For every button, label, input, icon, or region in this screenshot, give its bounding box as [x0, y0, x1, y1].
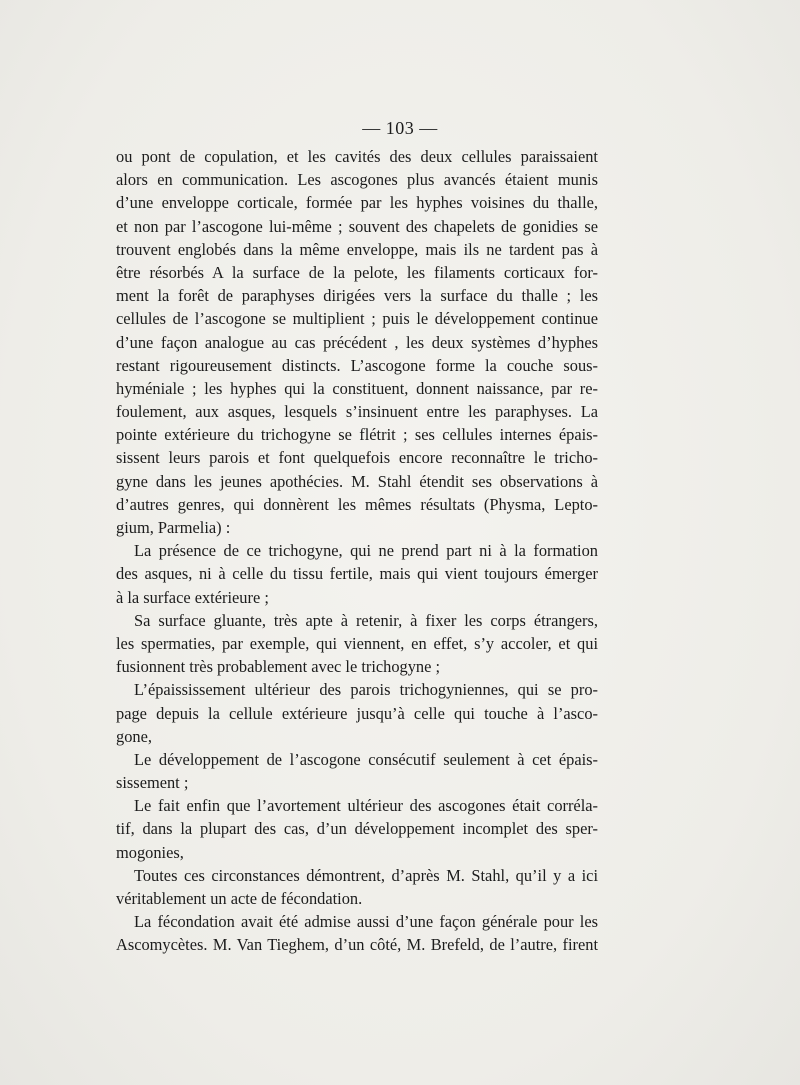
text-line: Ascomycètes. M. Van Tieghem, d’un côté, M. Brefeld, de l’autre, firent [116, 935, 598, 955]
text-line: trouvent englobés dans la même enveloppe, mais ils ne tardent pas à [116, 239, 598, 259]
text-line: véritablement un acte de fécondation. [116, 889, 363, 908]
text-line: sissement ; [116, 773, 189, 793]
text-line: ou pont de copulation, et les cavités des deux cellules paraissaient [116, 147, 598, 166]
text-line: pointe extérieure du trichogyne se flétrit ; ses cellules internes épais- [116, 425, 598, 445]
text-line: d’autres genres, qui donnèrent les mêmes résultats (Physma, Lepto- [116, 494, 598, 514]
text-line: mogonies, [116, 842, 184, 862]
text-line: d’une façon analogue au cas précédent , les deux systèmes d’hyphes [116, 332, 598, 352]
text-line: tif, dans la plupart des cas, d’un développement incomplet des sper- [116, 819, 598, 839]
text-line: être résorbés A la surface de la pelote, les filaments corticaux for- [116, 262, 598, 282]
text-line: et non par l’ascogone lui-même ; souvent des chapelets de gonidies se [116, 216, 598, 236]
text-line: foulement, aux asques, lesquels s’insinuent entre les paraphyses. La [116, 402, 598, 422]
text-line: Toutes ces circonstances démontrent, d’après M. Stahl, qu’il y a ici [134, 865, 598, 885]
text-line: cellules de l’ascogone se multiplient ; puis le développement continue [116, 309, 598, 329]
text-line: à la surface extérieure ; [116, 587, 269, 607]
text-line: ment la forêt de paraphyses dirigées vers la surface du thalle ; les [116, 286, 598, 306]
text-line: Sa surface gluante, très apte à retenir, à fixer les corps étrangers, [134, 610, 598, 630]
text-line: des asques, ni à celle du tissu fertile, mais qui vient toujours émerger [116, 564, 598, 584]
text-line: La présence de ce trichogyne, qui ne prend part ni à la formation [134, 541, 598, 561]
text-line: Le fait enfin que l’avortement ultérieur des ascogones était corréla- [134, 796, 598, 816]
text-line: restant rigoureusement distincts. L’ascogone forme la couche sous- [116, 355, 598, 375]
text-line: gium, Parmelia) : [116, 518, 231, 537]
text-line: les spermaties, par exemple, qui viennent, en effet, s’y accoler, et qui [116, 633, 598, 653]
text-line: gyne dans les jeunes apothécies. M. Stahl étendit ses observations à [116, 471, 598, 491]
text-line: La fécondation avait été admise aussi d’une façon générale pour les [134, 912, 598, 932]
text-line: sissent leurs parois et font quelquefois encore reconnaître le tricho- [116, 448, 598, 468]
page-number: — 103 — [362, 118, 438, 138]
text-line: L’épaississement ultérieur des parois trichogyniennes, qui se pro- [134, 680, 598, 700]
text-line: alors en communication. Les ascogones plus avancés étaient munis [116, 170, 598, 190]
text-line: Le développement de l’ascogone consécutif seulement à cet épais- [134, 749, 598, 769]
text-line: fusionnent très probablement avec le trichogyne ; [116, 657, 441, 677]
text-line: gone, [116, 726, 152, 746]
text-line: page depuis la cellule extérieure jusqu’à celle qui touche à l’asco- [116, 703, 598, 723]
text-line: d’une enveloppe corticale, formée par les hyphes voisines du thalle, [116, 193, 598, 213]
text-line: hyméniale ; les hyphes qui la constituent, donnent naissance, par re- [116, 378, 598, 398]
body-text [116, 145, 598, 957]
